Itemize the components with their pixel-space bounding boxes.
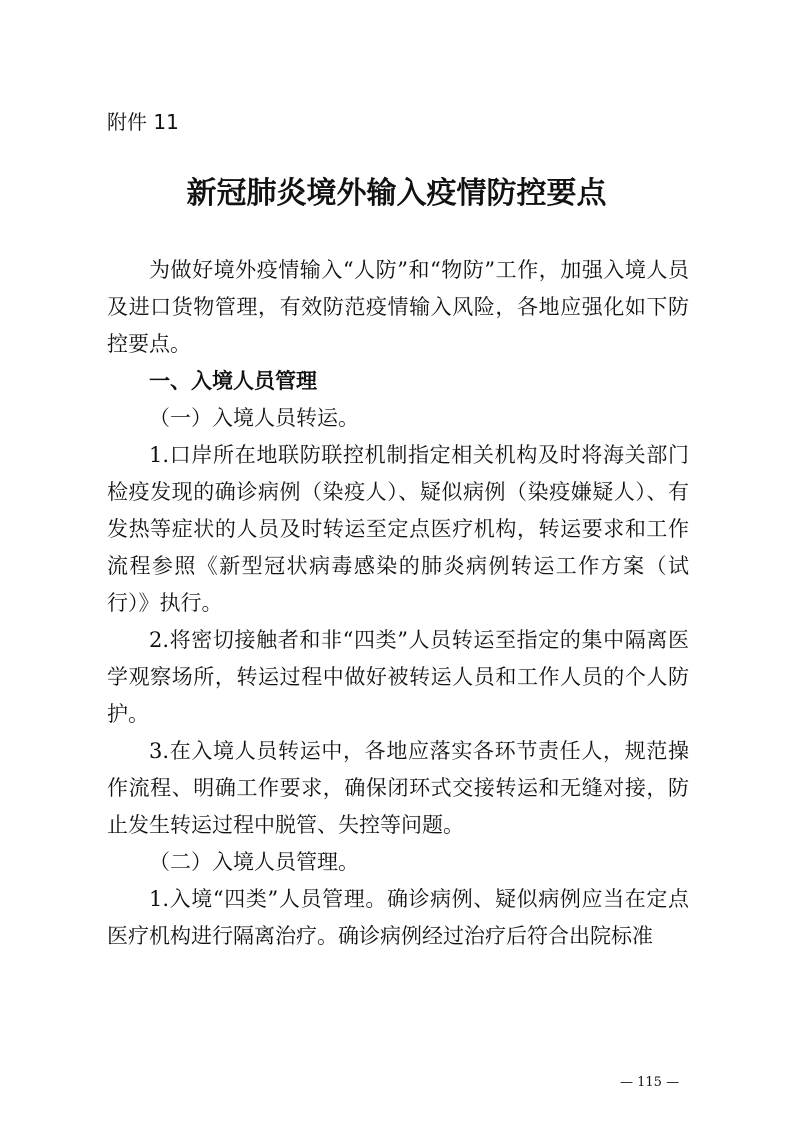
page-number: — 115 — <box>620 1075 680 1090</box>
body-paragraph: 2.将密切接触者和非“四类”人员转运至指定的集中隔离医学观察场所，转运过程中做好被转运人员和工作人员的个人防护。 <box>107 628 689 726</box>
subsection-heading: （一）入境人员转运。 <box>149 406 359 430</box>
attachment-label: 附件 11 <box>107 110 179 134</box>
subsection-heading: （二）入境人员管理。 <box>149 850 359 874</box>
body-paragraph: 1.口岸所在地联防联控机制指定相关机构及时将海关部门检疫发现的确诊病例（染疫人）、疑似病例（染疫嫌疑人）、有发热等症状的人员及时转运至定点医疗机构，转运要求和工作流程参照《新型冠状病毒感染的肺炎病例转运工作方案（试行）》执行。 <box>107 443 689 615</box>
body-paragraph: 1.入境“四类”人员管理。确诊病例、疑似病例应当在定点医疗机构进行隔离治疗。确诊病例经过治疗后符合出院标准 <box>107 887 689 948</box>
document-title: 新冠肺炎境外输入疫情防控要点 <box>186 176 607 211</box>
intro-paragraph: 为做好境外疫情输入“人防”和“物防”工作，加强入境人员及进口货物管理，有效防范疫情输入风险，各地应强化如下防控要点。 <box>107 258 689 356</box>
document-body <box>107 252 689 955</box>
section-heading: 一、入境人员管理 <box>149 369 317 393</box>
body-paragraph: 3.在入境人员转运中，各地应落实各环节责任人，规范操作流程、明确工作要求，确保闭环式交接转运和无缝对接，防止发生转运过程中脱管、失控等问题。 <box>107 739 689 837</box>
